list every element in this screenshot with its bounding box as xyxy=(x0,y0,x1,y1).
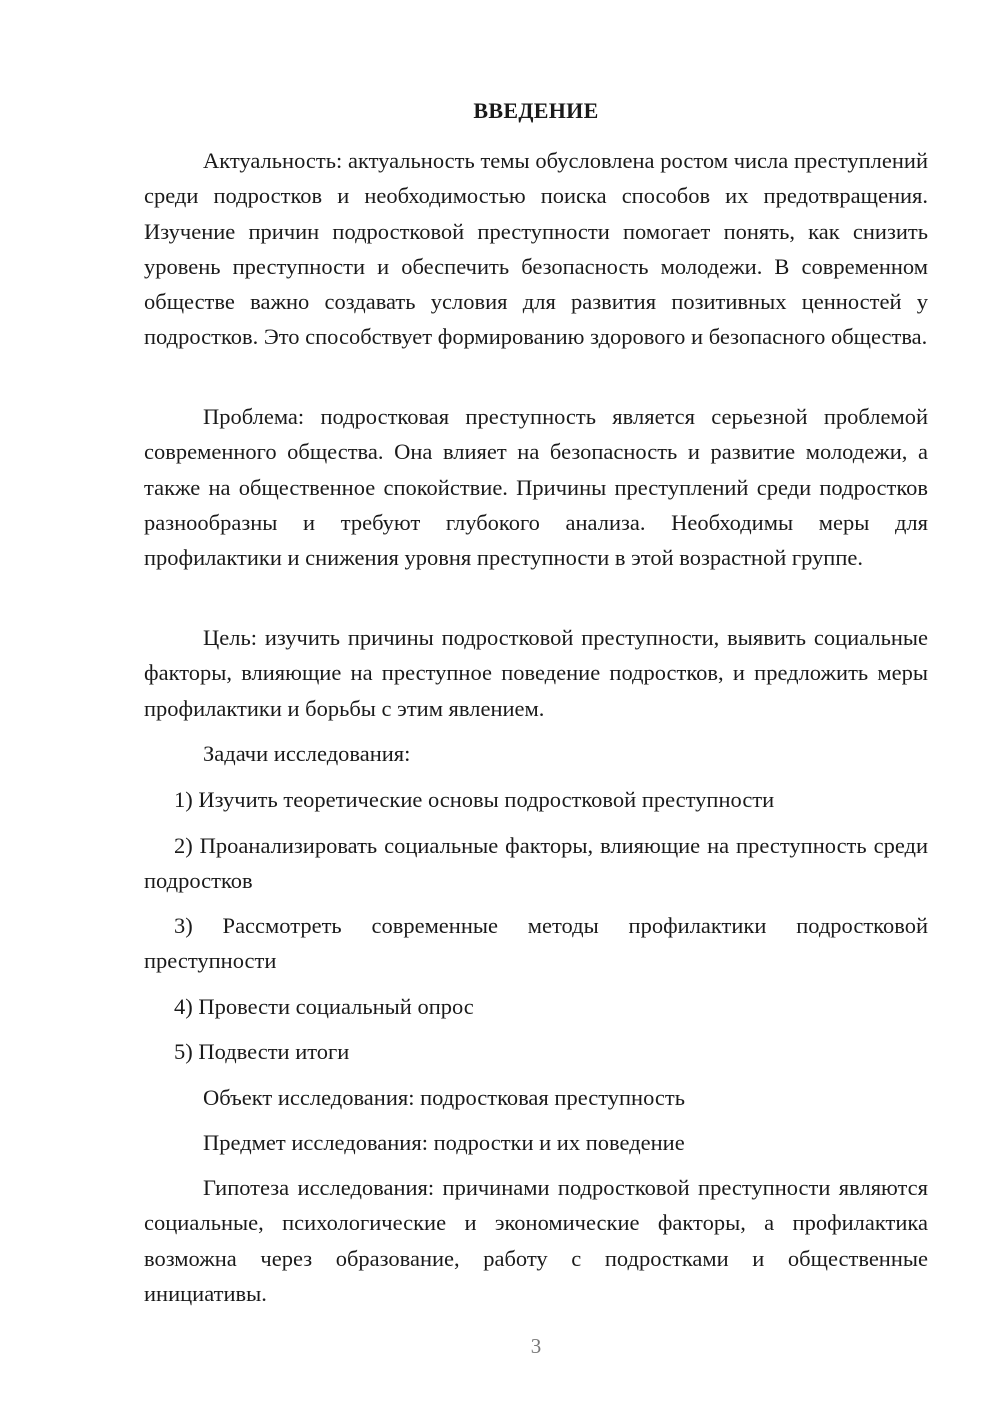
problem-paragraph: Проблема: подростковая преступность является серьезной проблемой современного общества. Она влияет на безопасность и развитие молодежи, а также на общественное спокойствие. Причины преступлений среди подростков разнообразны и требуют глубокого анализа. Необходимы меры для профилактики и снижения уровня преступности в этой возрастной группе. xyxy=(144,404,928,571)
task-item-2: 2) Проанализировать социальные факторы, влияющие на преступность среди подростков xyxy=(144,833,928,894)
subject-paragraph: Предмет исследования: подростки и их поведение xyxy=(203,1130,685,1155)
task-item-4: 4) Провести социальный опрос xyxy=(174,994,474,1019)
section-heading: ВВЕДЕНИЕ xyxy=(473,98,599,123)
task-item-5: 5) Подвести итоги xyxy=(174,1039,350,1064)
relevance-paragraph: Актуальность: актуальность темы обусловлена ростом числа преступлений среди подростков и необходимостью поиска способов их предотвращения. Изучение причин подростковой преступности помогает понять, как снизить уровень преступности и обеспечить безопасность молодежи. В современном обществе важно создавать условия для развития позитивных ценностей у подростков. Это способствует формированию здорового и безопасного общества. xyxy=(144,148,928,350)
hypothesis-paragraph: Гипотеза исследования: причинами подростковой преступности являются социальные, психологические и экономические факторы, а профилактика возможна через образование, работу с подростками и общественные инициативы. xyxy=(144,1175,928,1306)
tasks-heading: Задачи исследования: xyxy=(203,741,411,766)
object-paragraph: Объект исследования: подростковая преступность xyxy=(203,1085,685,1110)
task-item-1: 1) Изучить теоретические основы подростковой преступности xyxy=(174,787,775,812)
task-item-3: 3) Рассмотреть современные методы профилактики подростковой преступности xyxy=(144,913,928,974)
page-number: 3 xyxy=(530,1334,542,1358)
goal-paragraph: Цель: изучить причины подростковой преступности, выявить социальные факторы, влияющие на преступное поведение подростков, и предложить меры профилактики и борьбы с этим явлением. xyxy=(144,625,928,721)
